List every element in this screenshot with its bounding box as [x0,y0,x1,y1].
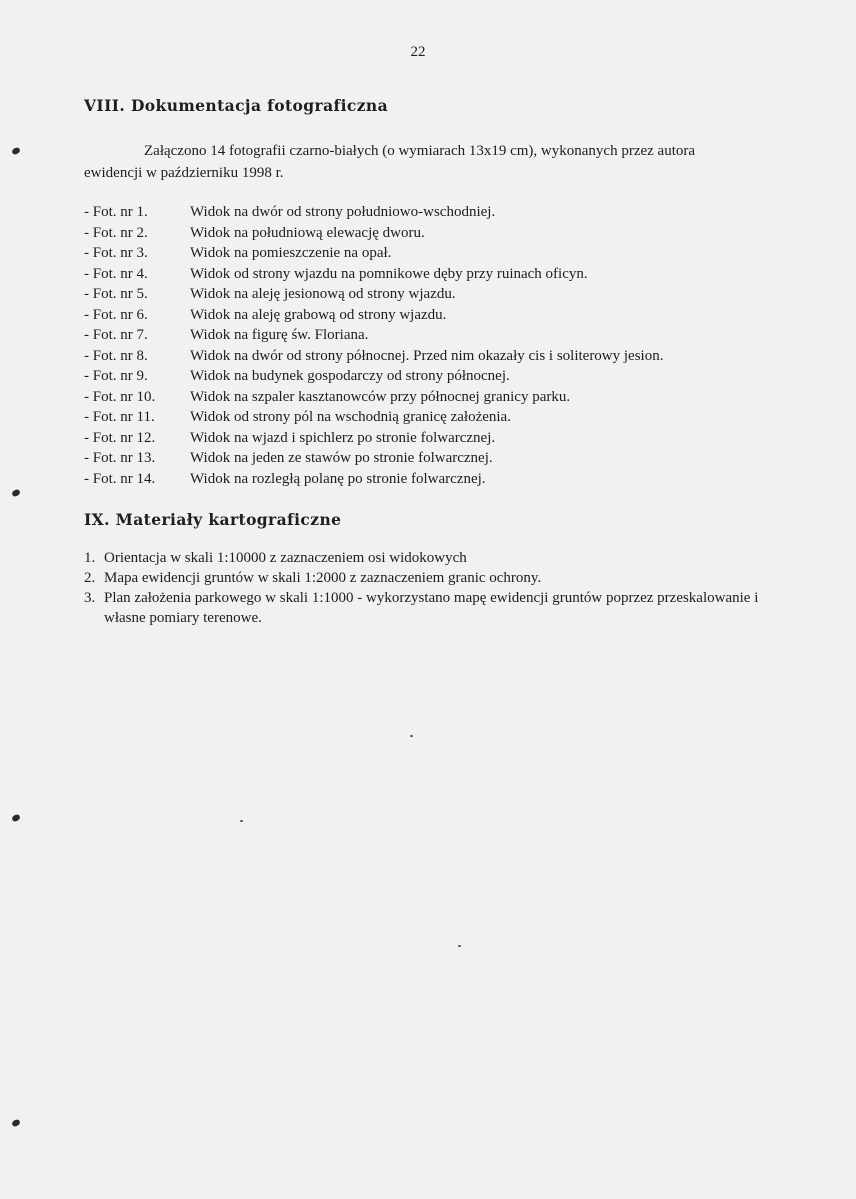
item-text: Orientacja w skali 1:10000 z zaznaczeniem osi widokowych [104,550,467,566]
list-item [84,223,663,244]
photo-number: - Fot. nr 13. [84,450,156,466]
photo-number: - Fot. nr 7. [84,327,148,343]
photo-description: Widok na aleję grabową od strony wjazdu. [190,306,447,323]
photo-description: Widok na dwór od strony północnej. Przed nim okazały cis i soliterowy jesion. [190,347,664,364]
item-text: Plan założenia parkowego w skali 1:1000 - wykorzystano mapę ewidencji gruntów poprzez przeskalowanie i własne pomiary terenowe. [104,590,759,626]
list-item [84,548,784,568]
section-heading-cartographic-materials: IX. Materiały kartograficzne [84,510,342,529]
list-item [84,469,663,490]
section-heading-photo-documentation: VIII. Dokumentacja fotograficzna [84,96,389,115]
punch-hole-mark [11,147,21,155]
photo-description: Widok na figurę św. Floriana. [190,327,369,343]
photo-number: - Fot. nr 1. [84,204,148,220]
list-item [84,325,663,346]
scan-speck [410,735,413,737]
photo-description: Widok na budynek gospodarczy od strony północnej. [190,368,510,384]
list-item [84,346,663,367]
photo-description: Widok od strony pól na wschodnią granicę założenia. [190,409,511,425]
punch-hole-mark [11,814,21,822]
list-item [84,243,663,264]
list-item [84,284,663,305]
photo-description: Widok na dwór od strony południowo-wschodniej. [190,204,496,220]
photo-description: Widok na rozległą polanę po stronie folwarcznej. [190,470,486,487]
photo-number: - Fot. nr 8. [84,347,148,364]
item-number: 3. [84,590,96,606]
page-number: 22 [410,44,426,60]
list-item [84,264,663,285]
photo-description: Widok na aleję jesionową od strony wjazdu. [190,286,456,302]
list-item [84,305,663,326]
scan-speck [458,945,461,947]
list-item [84,448,663,469]
list-item [84,568,784,588]
photo-description: Widok na południową elewację dworu. [190,224,425,241]
photo-number: - Fot. nr 4. [84,265,148,282]
photo-description: Widok na pomieszczenie na opał. [190,245,392,261]
item-text: Mapa ewidencji gruntów w skali 1:2000 z zaznaczeniem granic ochrony. [104,570,542,586]
photo-number: - Fot. nr 2. [84,224,148,241]
photo-number: - Fot. nr 14. [84,470,156,487]
list-item [84,588,784,628]
list-item [84,202,663,223]
punch-hole-mark [11,489,21,497]
list-item [84,407,663,428]
photo-number: - Fot. nr 6. [84,306,148,323]
photo-description: Widok na szpaler kasztanowców przy północnej granicy parku. [190,388,571,405]
photo-number: - Fot. nr 11. [84,409,155,425]
photo-number: - Fot. nr 9. [84,368,148,384]
photo-number: - Fot. nr 12. [84,429,156,446]
intro-paragraph: Załączono 14 fotografii czarno-białych (o wymiarach 13x19 cm), wykonanych przez autora ewidencji w październiku 1998 r. [84,143,696,181]
item-number: 2. [84,570,96,586]
photo-description: Widok na jeden ze stawów po stronie folwarcznej. [190,450,493,466]
photo-list [84,202,663,489]
photo-number: - Fot. nr 3. [84,245,148,261]
list-item [84,387,663,408]
list-item [84,366,663,387]
item-number: 1. [84,550,96,566]
scan-speck [240,820,243,822]
photo-description: Widok od strony wjazdu na pomnikowe dęby przy ruinach oficyn. [190,265,588,282]
punch-hole-mark [11,1119,21,1127]
photo-number: - Fot. nr 10. [84,388,156,405]
cartographic-list [84,548,784,628]
photo-number: - Fot. nr 5. [84,286,148,302]
photo-description: Widok na wjazd i spichlerz po stronie folwarcznej. [190,429,496,446]
list-item [84,428,663,449]
